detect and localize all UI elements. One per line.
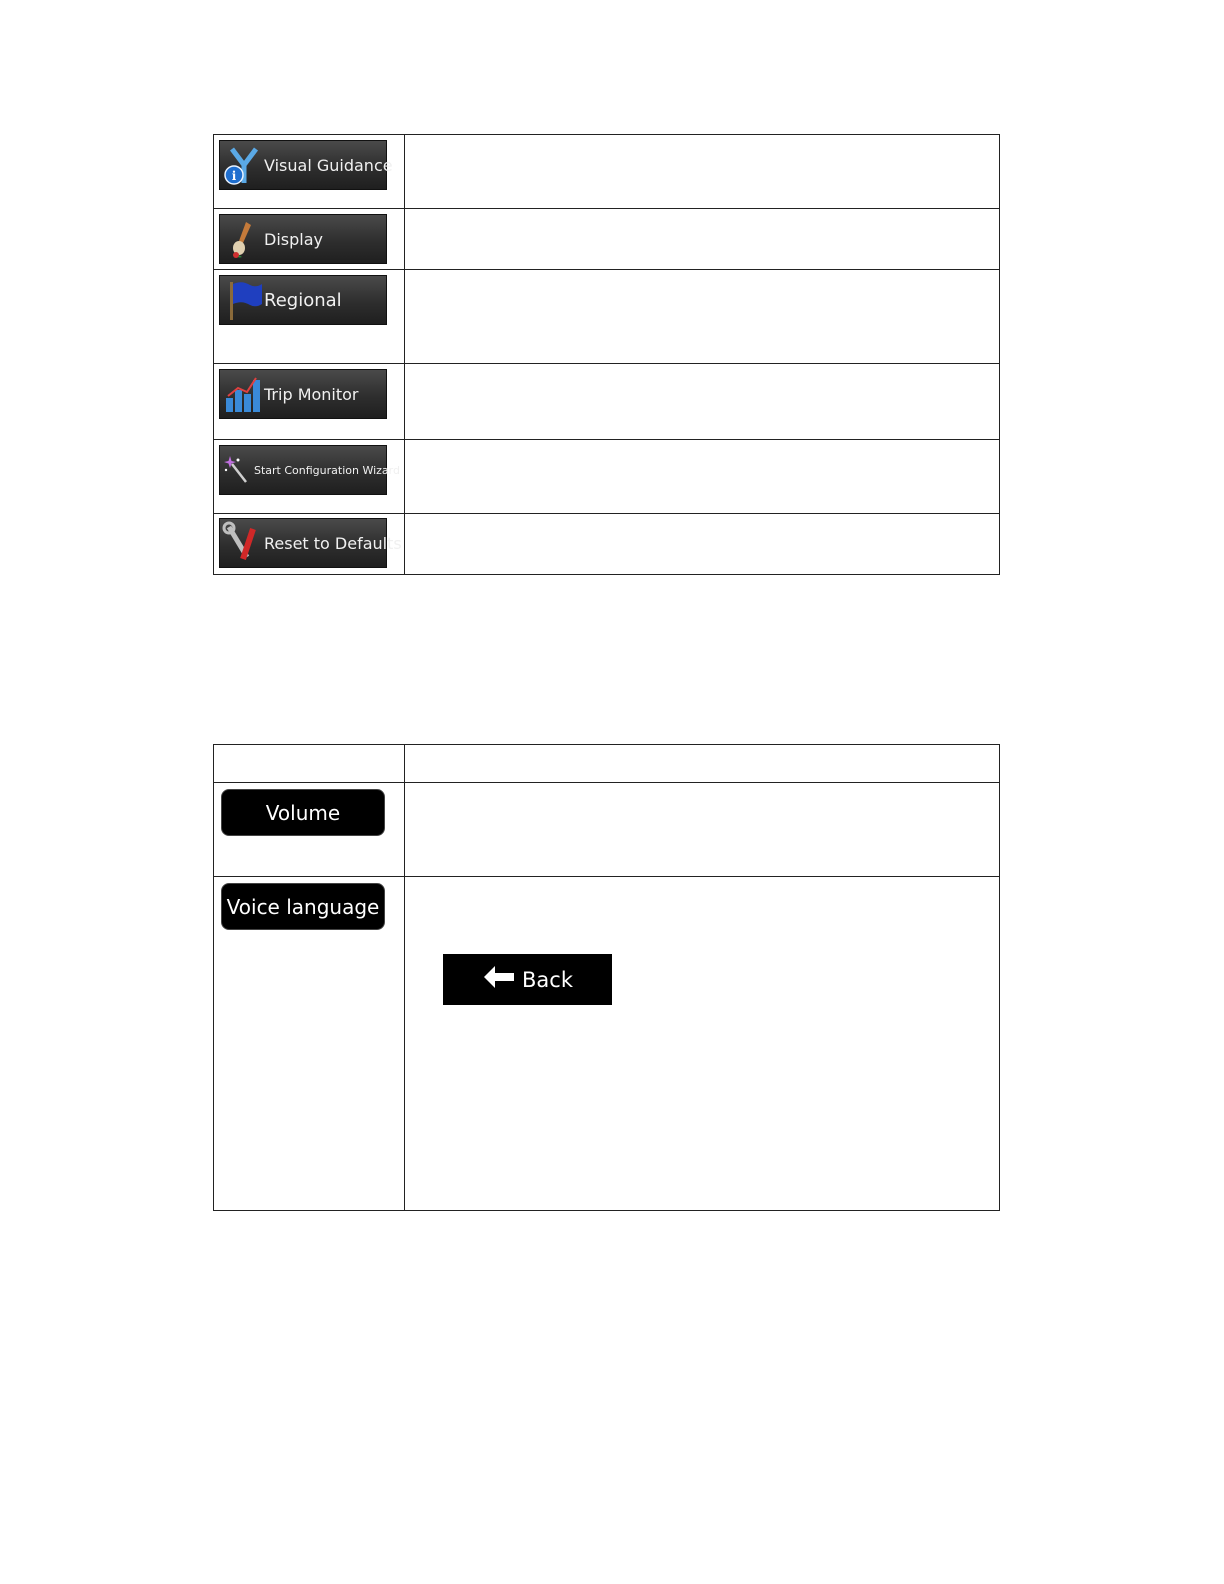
- reset-to-defaults-label: Reset to Defaults: [264, 533, 402, 553]
- description-cell: [405, 270, 1000, 364]
- start-configuration-wizard-label: Start Configuration Wizard: [254, 463, 400, 477]
- table-row: [214, 135, 1000, 209]
- sound-menu-table: [213, 744, 1000, 1211]
- bar-chart-icon: [220, 371, 264, 417]
- header-cell: [405, 745, 1000, 783]
- table-row: [214, 364, 1000, 440]
- description-cell: [405, 209, 1000, 270]
- button-cell: [214, 364, 405, 440]
- button-cell: [214, 209, 405, 270]
- header-row: [214, 745, 1000, 783]
- back-button[interactable]: [443, 954, 612, 1005]
- settings-menu-table: [213, 134, 1000, 575]
- button-cell: [214, 514, 405, 575]
- description-cell: [405, 440, 1000, 514]
- back-arrow-icon: [482, 964, 516, 995]
- description-cell: [405, 514, 1000, 575]
- regional-label: Regional: [264, 289, 342, 311]
- display-label: Display: [264, 229, 323, 249]
- header-cell: [214, 745, 405, 783]
- button-cell: [214, 135, 405, 209]
- table-row: [214, 209, 1000, 270]
- visual-guidance-label: Visual Guidance: [264, 155, 393, 175]
- button-cell: [214, 270, 405, 364]
- wrench-screwdriver-icon: [220, 520, 264, 566]
- back-label: Back: [522, 967, 573, 992]
- description-cell: [405, 364, 1000, 440]
- start-configuration-wizard-button[interactable]: [219, 445, 400, 495]
- voice-language-button[interactable]: Voice language: [221, 883, 385, 930]
- magic-wand-icon: [220, 447, 254, 493]
- trip-monitor-label: Trip Monitor: [264, 384, 359, 404]
- regional-button[interactable]: [219, 275, 387, 325]
- button-cell: [214, 877, 405, 1211]
- flag-icon: [220, 277, 264, 323]
- table-row: [214, 783, 1000, 877]
- description-cell: [405, 877, 1000, 1211]
- table-row: [214, 440, 1000, 514]
- description-cell: [405, 135, 1000, 209]
- reset-to-defaults-button[interactable]: [219, 518, 402, 568]
- paintbrush-icon: [220, 216, 264, 262]
- display-button[interactable]: [219, 214, 387, 264]
- trip-monitor-button[interactable]: [219, 369, 387, 419]
- volume-button[interactable]: Volume: [221, 789, 385, 836]
- button-cell: [214, 783, 405, 877]
- button-cell: [214, 440, 405, 514]
- table-row: [214, 270, 1000, 364]
- table-row: [214, 514, 1000, 575]
- visual-guidance-button[interactable]: [219, 140, 393, 190]
- table-row: [214, 877, 1000, 1211]
- description-cell: [405, 783, 1000, 877]
- route-info-icon: [220, 142, 264, 188]
- svg-text:i: i: [231, 169, 237, 183]
